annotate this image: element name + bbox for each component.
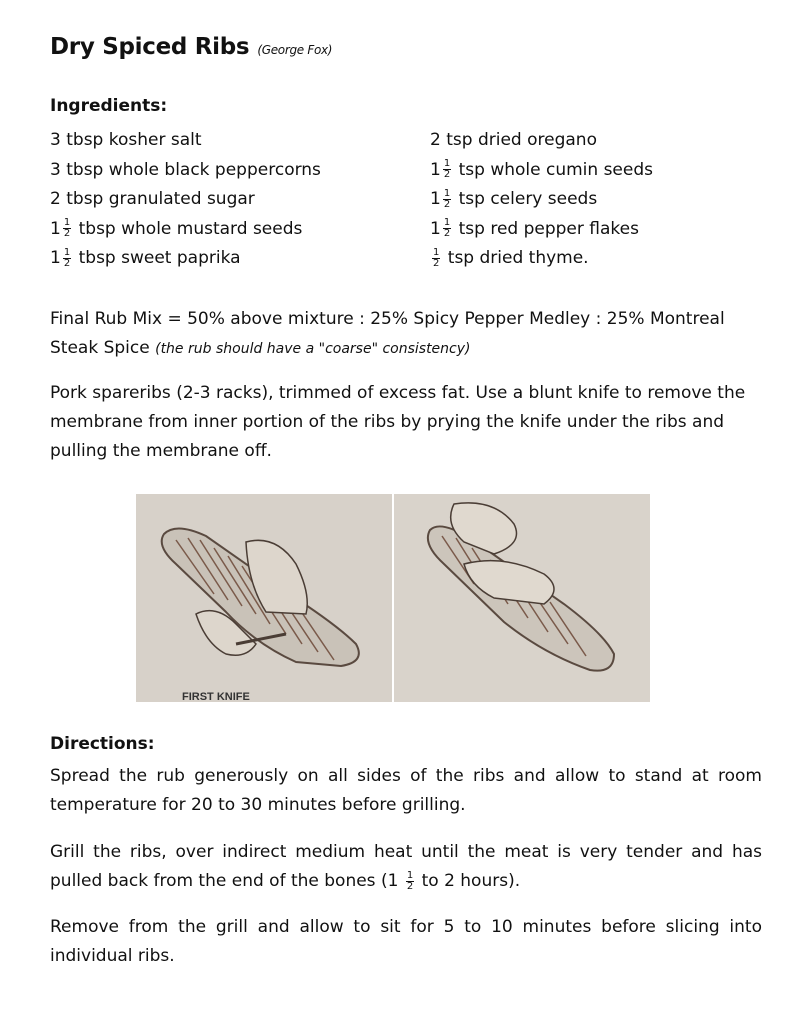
ingredient-item: [50, 156, 321, 186]
ingredient-text: tbsp whole black peppercorns: [66, 159, 321, 180]
direction-step-2-end: to 2 hours).: [421, 871, 521, 891]
ingredients-heading: Ingredients:: [50, 96, 168, 116]
ingredient-item: [430, 156, 653, 186]
ingredient-quantity: 3: [50, 159, 61, 180]
ingredient-item: [430, 215, 653, 245]
ingredient-quantity: 1: [50, 248, 61, 268]
ingredient-text: tsp celery seeds: [458, 189, 598, 209]
ingredients-left-column: [50, 126, 321, 274]
ingredient-text: tsp red pepper flakes: [458, 218, 639, 239]
ingredient-item: [430, 244, 653, 274]
ingredient-text: tsp whole cumin seeds: [458, 159, 653, 180]
ingredient-text: tbsp sweet paprika: [78, 248, 241, 268]
ingredient-item: [430, 185, 653, 215]
ingredient-item: [50, 244, 321, 274]
ingredient-quantity: 1: [430, 189, 441, 209]
direction-step-2-text: Grill the ribs, over indirect medium heat until the meat is very tender and has pulled back from the end of the bones (1: [50, 842, 762, 891]
ingredient-quantity: 1: [430, 159, 441, 180]
ingredient-fraction: $\frac{1}{2}$: [433, 246, 440, 269]
ingredient-fraction: $\frac{1}{2}$: [443, 217, 451, 239]
ingredient-fraction: $\frac{1}{2}$: [443, 158, 451, 180]
ingredient-fraction: $\frac{1}{2}$: [63, 246, 71, 269]
ingredient-text: tbsp whole mustard seeds: [78, 218, 303, 239]
ingredient-item: [50, 185, 321, 215]
rub-mix-paragraph: [50, 305, 762, 364]
direction-step-2: [50, 838, 762, 896]
direction-step-2-fraction: $\frac{1}{2}$: [406, 869, 414, 892]
directions-heading: Directions:: [50, 734, 155, 754]
ingredient-quantity: 1: [430, 218, 441, 239]
ingredient-text: tsp dried thyme.: [447, 248, 589, 268]
pork-prep-paragraph: Pork spareribs (2-3 racks), trimmed of excess fat. Use a blunt knife to remove the membrane from inner portion of the ribs by prying the knife under the ribs and pulling the membrane off.: [50, 383, 746, 461]
rib-photo-left: [136, 494, 392, 702]
rib-photo-right: [394, 494, 650, 702]
rub-mix-note: (the rub should have a "coarse" consistency): [155, 341, 471, 357]
ingredient-quantity: 2: [430, 130, 441, 150]
recipe-title: [50, 34, 332, 60]
ingredient-fraction: $\frac{1}{2}$: [443, 187, 451, 210]
ingredient-item: [50, 215, 321, 245]
ingredient-text: tbsp granulated sugar: [66, 189, 255, 209]
ingredient-quantity: 3: [50, 130, 61, 150]
ingredients-right-column: [430, 126, 653, 274]
ingredient-fraction: $\frac{1}{2}$: [63, 217, 71, 239]
photo-caption: FIRST KNIFE: [182, 691, 250, 702]
ingredient-quantity: 1: [50, 218, 61, 239]
ingredient-quantity: 2: [50, 189, 61, 209]
direction-step-1: Spread the rub generously on all sides of the ribs and allow to stand at room temperature for 20 to 30 minutes before grilling.: [50, 766, 762, 815]
recipe-title-text: Dry Spiced Ribs: [50, 34, 250, 60]
ingredient-item: [430, 126, 653, 156]
ingredient-text: tsp dried oregano: [446, 130, 597, 150]
ingredient-text: tbsp kosher salt: [66, 130, 202, 150]
direction-step-3: Remove from the grill and allow to sit for 5 to 10 minutes before slicing into individual ribs.: [50, 917, 762, 966]
ingredient-item: [50, 126, 321, 156]
recipe-author: (George Fox): [257, 43, 333, 57]
rub-mix-text: Final Rub Mix = 50% above mixture : 25% Spicy Pepper Medley : 25% Montreal Steak Spice: [50, 309, 725, 358]
